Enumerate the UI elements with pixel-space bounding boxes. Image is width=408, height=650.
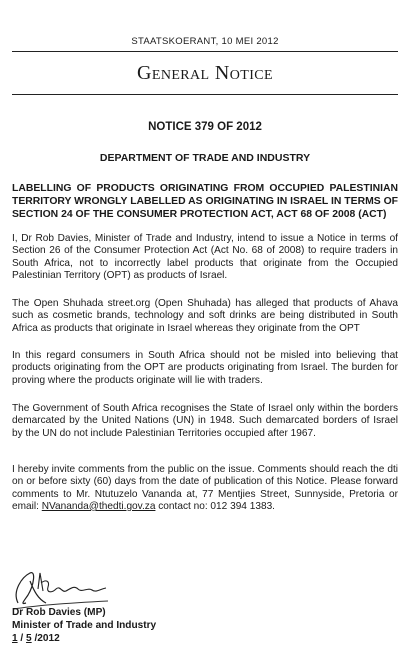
- paragraph-intent: I, Dr Rob Davies, Minister of Trade and Industry, intend to issue a Notice in terms of Section 26 of the Consumer Protection Act (Act No. 68 of 2008) to require traders in South Africa, not to incorrectly label products that originate from the Occupied Palestinian Territory (OPT) as products of Israel.: [12, 233, 398, 281]
- paragraph-allegation: The Open Shuhada street.org (Open Shuhada) has alleged that products of Ahava such as cosmetic brands, technology and soft drinks are being distributed in South Africa as products that originate in Israel whereas they originate from the OPT: [12, 298, 398, 334]
- notice-number: NOTICE 379 OF 2012: [148, 121, 262, 133]
- notice-title: LABELLING OF PRODUCTS ORIGINATING FROM OCCUPIED PALESTINIAN TERRITORY WRONGLY LABELLED AS ORIGINATING IN ISRAEL IN TERMS OF SECTION 24 OF THE CONSUMER PROTECTION ACT, ACT 68 OF 2008 (ACT): [12, 183, 398, 220]
- date-separator-2: /: [31, 633, 38, 644]
- header-rule-top: [12, 51, 398, 52]
- paragraph-government: The Government of South Africa recognises the State of Israel only within the borders demarcated by the United Nations (UN) in 1948. Such demarcated borders of Israel by the UN do not include Palestinian Territories occupied after 1967.: [12, 403, 398, 439]
- header-rule-bottom: [12, 94, 398, 95]
- section-title: General Notice: [137, 62, 273, 84]
- date-year: 2012: [37, 633, 60, 644]
- paragraph-consumers: In this regard consumers in South Africa should not be misled into believing that products originating from the OPT are products originating from Israel. The burden for proving where the products originate will lie with traders.: [12, 350, 398, 386]
- email-link[interactable]: NVananda@thedti.gov.za: [41, 500, 156, 512]
- paragraph-comments: [12, 464, 398, 513]
- contact-number: contact no: 012 394 1383.: [158, 500, 275, 512]
- date-day: 1: [12, 633, 18, 644]
- comments-text: I hereby invite comments from the public on the issue. Comments should reach the dti on or before sixty (60) days from the date of publication of this Notice. Please forward comments to Mr. Ntutuzelo Vananda at, 77 Mentjies Street, Sunnyside, Pretoria or email:: [12, 464, 398, 512]
- department-name: DEPARTMENT OF TRADE AND INDUSTRY: [99, 152, 311, 164]
- date-month: 5: [26, 633, 32, 644]
- date-separator: /: [17, 633, 27, 644]
- gazette-header: STAATSKOERANT, 10 MEI 2012: [131, 36, 279, 47]
- signature-date: [12, 633, 60, 644]
- signatory-title: Minister of Trade and Industry: [12, 620, 157, 631]
- signatory-name: Dr Rob Davies (MP): [12, 607, 106, 618]
